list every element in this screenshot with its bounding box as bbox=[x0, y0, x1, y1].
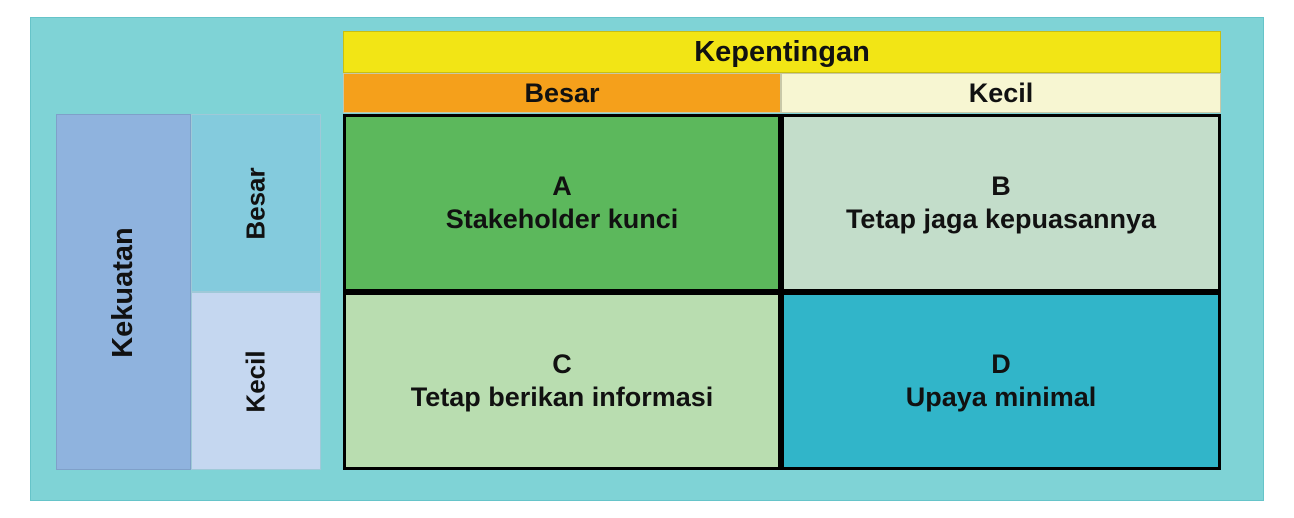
row-header-kecil-label: Kecil bbox=[240, 349, 271, 413]
row-axis-title bbox=[56, 114, 191, 470]
stakeholder-matrix bbox=[30, 17, 1264, 501]
quadrant-d-letter: D bbox=[991, 349, 1011, 380]
quadrant-b-text: Tetap jaga kepuasannya bbox=[845, 204, 1157, 234]
row-header-besar-label: Besar bbox=[240, 166, 271, 240]
row-header-kecil bbox=[191, 292, 321, 470]
quadrant-b bbox=[781, 114, 1221, 292]
row-header-besar bbox=[191, 114, 321, 292]
column-axis-title: Kepentingan bbox=[343, 31, 1221, 73]
quadrant-d-text: Upaya minimal bbox=[905, 382, 1097, 412]
column-header-besar: Besar bbox=[343, 73, 781, 113]
quadrant-a-letter: A bbox=[552, 171, 572, 202]
quadrant-a bbox=[343, 114, 781, 292]
quadrant-c bbox=[343, 292, 781, 470]
row-axis-title-label: Kekuatan bbox=[106, 226, 139, 358]
quadrant-d bbox=[781, 292, 1221, 470]
quadrant-c-text: Tetap berikan informasi bbox=[410, 382, 714, 412]
quadrant-a-text: Stakeholder kunci bbox=[445, 204, 679, 234]
column-header-kecil: Kecil bbox=[781, 73, 1221, 113]
quadrant-b-letter: B bbox=[991, 171, 1011, 202]
quadrant-c-letter: C bbox=[552, 349, 572, 380]
